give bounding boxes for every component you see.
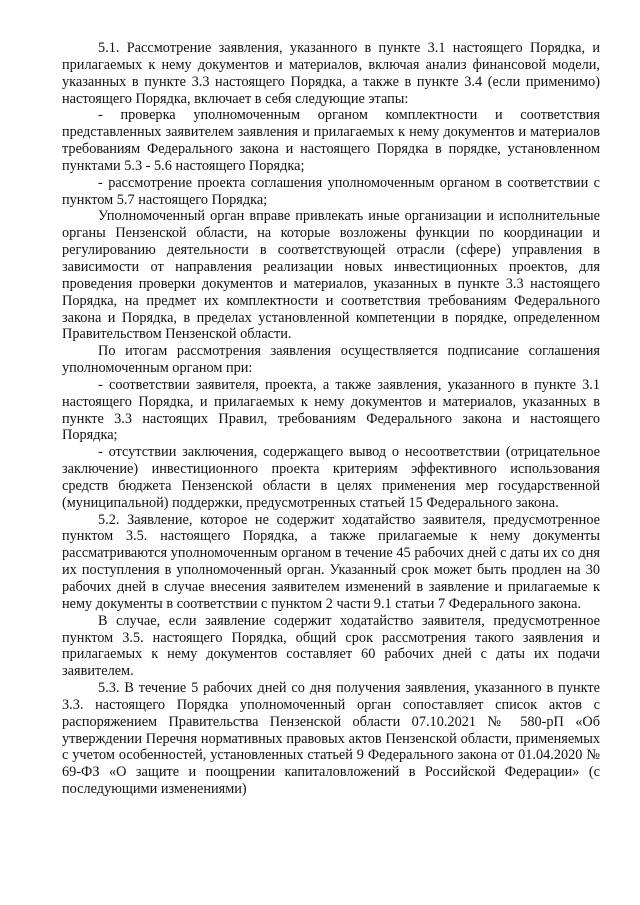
paragraph-authorized-body: Уполномоченный орган вправе привлекать иные организации и исполнительные органы Пензенской области, на которые возложены функции по координации и регулированию деятельности в соответствующей отрасли (сфере) управления в зависимости от направления реализации новых инвестиционных проектов, для проведения проверки документов и материалов, указанных в пункте 3.3 настоящего Порядка, на предмет их комплектности и соответствия требованиям Федерального закона и Порядка, в пределах установленной компетенции в порядке, определенном Правительством Пензенской области. xyxy=(62,208,600,343)
paragraph-5-3: 5.3. В течение 5 рабочих дней со дня получения заявления, указанного в пункте 3.3. настоящего Порядка уполномоченный орган сопоставляет список актов с распоряжением Правительства Пензенской области 07.10.2021 № 580-рП «Об утверждении Перечня нормативных правовых актов Пензенской области, применяемых с учетом особенностей, установленных статьей 9 Федерального закона от 01.04.2020 № 69-ФЗ «О защите и поощрении капиталовложений в Российской Федерации» (с последующими изменениями) xyxy=(62,680,600,798)
list-item-no-negative-conclusion: - отсутствии заключения, содержащего вывод о несоответствии (отрицательное заключение) инвестиционного проекта критериям эффективного использования средств бюджета Пензенской области в целях применения мер государственной (муниципальной) поддержки, предусмотренных статьей 15 Федерального закона. xyxy=(62,444,600,511)
paragraph-review-results: По итогам рассмотрения заявления осуществляется подписание соглашения уполномоченным органом при: xyxy=(62,343,600,377)
paragraph-5-2: 5.2. Заявление, которое не содержит ходатайство заявителя, предусмотренное пунктом 3.5. настоящего Порядка, а также прилагаемые к нему документы рассматриваются уполномоченным органом в течение 45 рабочих дней с даты их со дня их поступления в уполномоченный орган. Указанный срок может быть продлен на 30 рабочих дней в случае внесения заявителем изменений в заявление и прилагаемые к нему документы в соответствии с пунктом 2 части 9.1 статьи 7 Федерального закона. xyxy=(62,511,600,612)
list-item-compliance: - соответствии заявителя, проекта, а также заявления, указанного в пункте 3.1 настоящего Порядка, и прилагаемых к нему документов и материалов, указанных в пункте 3.3 настоящих Правил, требованиям Федерального закона и настоящего Порядка; xyxy=(62,376,600,444)
paragraph-5-1: 5.1. Рассмотрение заявления, указанного в пункте 3.1 настоящего Порядка, и прилагаемых к нему документов и материалов, включая анализ финансовой модели, указанных в пункте 3.3 настоящего Порядка, а также в пункте 3.4 (если применимо) настоящего Порядка, включает в себя следующие этапы: xyxy=(62,40,600,107)
paragraph-petition-case: В случае, если заявление содержит ходатайство заявителя, предусмотренное пунктом 3.5. настоящего Порядка, общий срок рассмотрения такого заявления и прилагаемых к нему документов составляет 60 рабочих дней с даты их подачи заявителем. xyxy=(62,612,600,680)
list-item-completeness-check: - проверка уполномоченным органом комплектности и соответствия представленных заявителем заявления и прилагаемых к нему документов и материалов требованиям Федерального закона и настоящего Порядка в порядке, установленном пунктами 5.3 - 5.6 настоящего Порядка; xyxy=(62,107,600,174)
list-item-agreement-review: - рассмотрение проекта соглашения уполномоченным органом в соответствии с пунктом 5.7 настоящего Порядка; xyxy=(62,174,600,208)
